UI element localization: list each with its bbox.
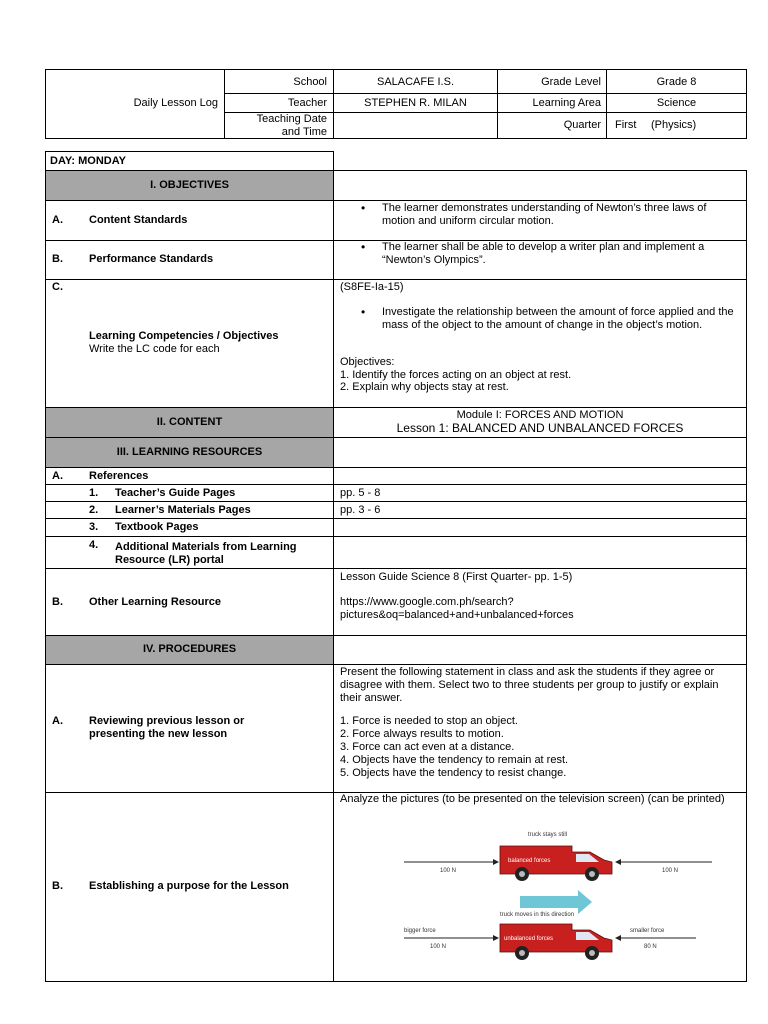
purpose-label: Establishing a purpose for the Lesson xyxy=(89,880,289,892)
content-lesson: Lesson 1: BALANCED AND UNBALANCED FORCES xyxy=(396,421,684,435)
ref-1-num: 1. xyxy=(89,487,99,499)
competencies-label: Learning Competencies / Objectives xyxy=(89,330,279,342)
purpose-letter: B. xyxy=(52,880,63,892)
objective-1: 1. Identify the forces acting on an object at rest. xyxy=(340,369,572,381)
other-resource-line-1: Lesson Guide Science 8 (First Quarter- pp. 1-5) xyxy=(340,571,573,583)
other-resource-line-3: pictures&oq=balanced+and+unbalanced+forces xyxy=(340,609,574,621)
content-standards-label: Content Standards xyxy=(89,214,188,226)
quarter-extra: (Physics) xyxy=(651,119,697,131)
ref-2-num: 2. xyxy=(89,504,99,516)
other-resource-line-2: https://www.google.com.ph/search? xyxy=(340,596,514,608)
top-right-force: 100 N xyxy=(662,868,679,874)
competencies-code: (S8FE-Ia-15) xyxy=(340,281,404,293)
ref-2-label: Learner’s Materials Pages xyxy=(115,504,251,516)
references-letter: A. xyxy=(52,470,63,482)
content-standards-text: • The learner demonstrates understanding of Newton’s three laws of motion and uniform circular motion. xyxy=(337,202,737,228)
teacher-label: Teacher xyxy=(287,97,327,109)
ref-4-num: 4. xyxy=(89,539,99,551)
bottom-right-label: smaller force xyxy=(630,928,665,934)
direction-arrow-icon xyxy=(520,890,592,914)
top-label: balanced forces xyxy=(508,858,551,864)
objectives-title: Objectives: xyxy=(340,356,395,368)
ref-2-value: pp. 3 - 6 xyxy=(340,504,381,516)
quarter-label: Quarter xyxy=(563,119,601,131)
top-left-force: 100 N xyxy=(440,868,457,874)
competencies-sub: Write the LC code for each xyxy=(89,343,220,355)
area-label: Learning Area xyxy=(532,97,601,109)
competencies-bullet: • Investigate the relationship between the amount of force applied and the mass of the object to the amount of change in the object’s motion. xyxy=(337,306,739,332)
ref-3-label: Textbook Pages xyxy=(115,521,199,533)
review-item-5: 5. Objects have the tendency to resist change. xyxy=(340,767,567,779)
review-label-2: presenting the new lesson xyxy=(89,728,228,740)
balanced-unbalanced-trucks-figure xyxy=(400,826,720,968)
bottom-right-force: 80 N xyxy=(644,944,657,950)
review-intro: Present the following statement in class and ask the students if they agree or disagree with them. Select two to three students per group to justify or explain their answer. xyxy=(340,666,719,704)
review-item-1: 1. Force is needed to stop an object. xyxy=(340,715,518,727)
ref-1-value: pp. 5 - 8 xyxy=(340,487,381,499)
resources-heading: III. LEARNING RESOURCES xyxy=(116,446,263,458)
ref-3-num: 3. xyxy=(89,521,99,533)
procedures-heading: IV. PROCEDURES xyxy=(142,643,237,655)
other-resource-label: Other Learning Resource xyxy=(89,596,222,608)
top-caption: truck stays still xyxy=(528,832,568,838)
content-heading: II. CONTENT xyxy=(156,416,223,428)
review-letter: A. xyxy=(52,715,63,727)
school-label: School xyxy=(293,76,327,88)
objectives-heading: I. OBJECTIVES xyxy=(150,179,229,191)
performance-standards-letter: B. xyxy=(52,253,63,265)
performance-standards-label: Performance Standards xyxy=(89,253,214,265)
bottom-left-label: bigger force xyxy=(404,928,436,934)
grade-label: Grade Level xyxy=(541,76,601,88)
ref-4-label: Additional Materials from Learning Resource (LR) portal xyxy=(115,541,297,566)
objective-2: 2. Explain why objects stay at rest. xyxy=(340,381,509,393)
review-item-4: 4. Objects have the tendency to remain at rest. xyxy=(340,754,569,766)
performance-standards-text: • The learner shall be able to develop a writer plan and implement a “Newton’s Olympics”. xyxy=(337,241,737,267)
area-value: Science xyxy=(656,97,697,109)
grade-value: Grade 8 xyxy=(656,76,697,88)
other-resource-letter: B. xyxy=(52,596,63,608)
quarter-value: First xyxy=(615,119,637,131)
date-label: Teaching Date and Time xyxy=(256,113,327,138)
teacher-value: STEPHEN R. MILAN xyxy=(364,97,467,109)
review-item-2: 2. Force always results to motion. xyxy=(340,728,504,740)
content-standards-letter: A. xyxy=(52,214,63,226)
school-value: SALACAFE I.S. xyxy=(376,76,455,88)
bottom-label: unbalanced forces xyxy=(504,936,554,942)
competencies-letter: C. xyxy=(52,281,63,293)
content-module: Module I: FORCES AND MOTION xyxy=(456,409,624,421)
ref-1-label: Teacher’s Guide Pages xyxy=(115,487,236,499)
review-label-1: Reviewing previous lesson or xyxy=(89,715,245,727)
references-label: References xyxy=(89,470,149,482)
review-item-3: 3. Force can act even at a distance. xyxy=(340,741,515,753)
unbalanced-truck xyxy=(404,924,696,960)
day-label: DAY: MONDAY xyxy=(50,155,126,167)
bottom-left-force: 100 N xyxy=(430,944,447,950)
log-title: Daily Lesson Log xyxy=(133,97,218,109)
balanced-truck xyxy=(404,832,712,881)
purpose-text: Analyze the pictures (to be presented on the television screen) (can be printed) xyxy=(340,793,725,805)
bottom-caption: truck moves in this direction xyxy=(500,912,575,918)
